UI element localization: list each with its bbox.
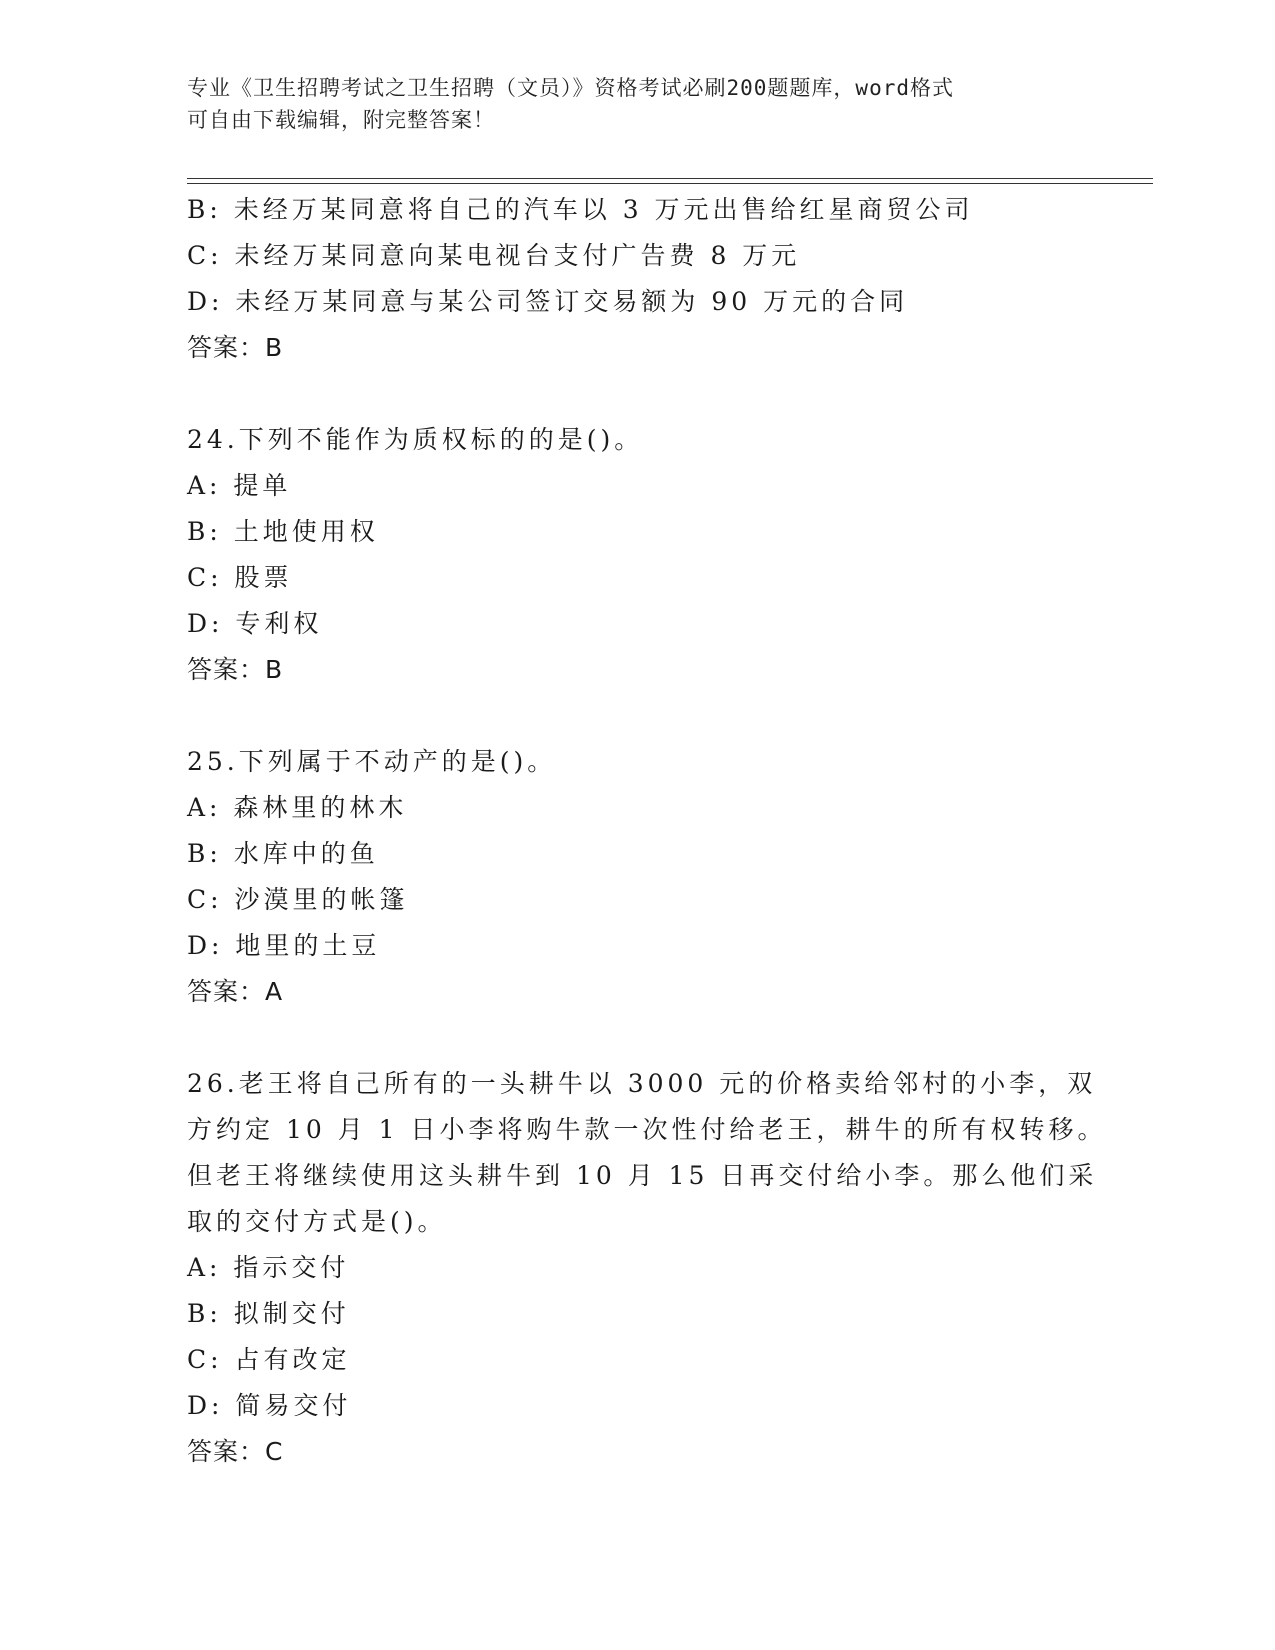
answer-label: 答案：B — [187, 333, 284, 362]
option-d: D: 未经万某同意与某公司签订交易额为 90 万元的合同 — [187, 287, 909, 316]
question-23-continued — [187, 187, 1087, 371]
option-d: D: 简易交付 — [187, 1391, 352, 1420]
answer-label: 答案：C — [187, 1437, 284, 1466]
option-b: B: 土地使用权 — [187, 517, 379, 546]
question-text: 25.下列属于不动产的是()。 — [187, 747, 557, 776]
question-text: 24.下列不能作为质权标的的是()。 — [187, 425, 644, 454]
spacer — [187, 693, 1087, 739]
option-d: D: 地里的土豆 — [187, 931, 381, 960]
option-b: B: 未经万某同意将自己的汽车以 3 万元出售给红星商贸公司 — [187, 195, 974, 224]
question-text-line-1: 26.老王将自己所有的一头耕牛以 3000 元的价格卖给邻村的小李，双 — [187, 1069, 1097, 1098]
spacer — [187, 371, 1087, 417]
option-c: C: 占有改定 — [187, 1345, 351, 1374]
answer-label: 答案：B — [187, 655, 284, 684]
option-a: A: 提单 — [187, 471, 292, 500]
option-c: C: 股票 — [187, 563, 293, 592]
header-divider-bottom — [187, 183, 1153, 184]
question-24 — [187, 417, 1087, 693]
option-c: C: 沙漠里的帐篷 — [187, 885, 409, 914]
header-divider-top — [187, 178, 1153, 179]
question-content — [187, 187, 1107, 1475]
question-25 — [187, 739, 1087, 1015]
option-a: A: 指示交付 — [187, 1253, 350, 1282]
question-text-line-3: 但老王将继续使用这头耕牛到 10 月 15 日再交付给小李。那么他们采 — [187, 1161, 1098, 1190]
header-title-line-1: 专业《卫生招聘考试之卫生招聘（文员）》资格考试必刷200题题库，word格式 — [187, 76, 954, 100]
option-b: B: 水库中的鱼 — [187, 839, 379, 868]
document-header — [187, 72, 1067, 136]
option-d: D: 专利权 — [187, 609, 323, 638]
answer-label: 答案：A — [187, 977, 284, 1006]
header-title-line-2: 可自由下载编辑，附完整答案！ — [187, 108, 495, 132]
question-text-line-2: 方约定 10 月 1 日小李将购牛款一次性付给老王，耕牛的所有权转移。 — [187, 1115, 1107, 1144]
spacer — [187, 1015, 1087, 1061]
question-text-line-4: 取的交付方式是()。 — [187, 1207, 447, 1236]
option-a: A: 森林里的林木 — [187, 793, 408, 822]
question-26 — [187, 1061, 1107, 1475]
option-b: B: 拟制交付 — [187, 1299, 350, 1328]
option-c: C: 未经万某同意向某电视台支付广告费 8 万元 — [187, 241, 801, 270]
